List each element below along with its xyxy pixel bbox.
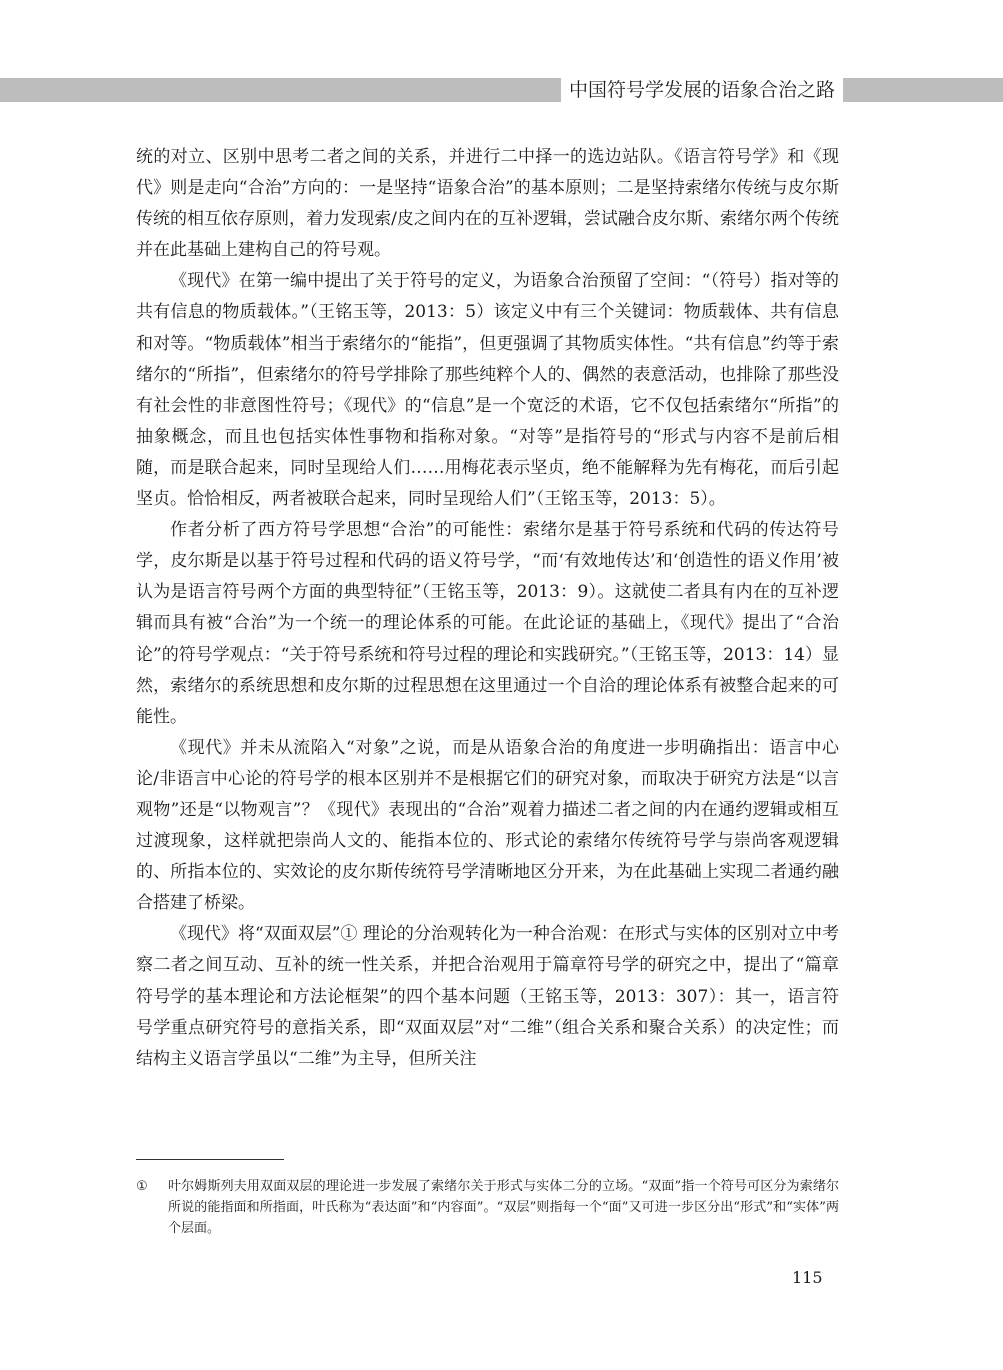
footnote-divider (136, 1159, 284, 1160)
footnote-marker: ① (136, 1179, 148, 1194)
footnote-text: 叶尔姆斯列夫用双面双层的理论进一步发展了索绪尔关于形式与实体二分的立场。“双面”指一个符号可区分为索绪尔所说的能指面和所指面，叶氏称为“表达面”和“内容面”。“双层”则指每一个“面”又可进一步区分出“形式”和“实体”两个层面。 (168, 1179, 839, 1236)
body-text (136, 142, 839, 1075)
paragraph-continued: 统的对立、区别中思考二者之间的关系，并进行二中择一的选边站队。《语言符号学》和《现代》则是走向“合治”方向的：一是坚持“语象合治”的基本原则；二是坚持索绪尔传统与皮尔斯传统的相互依存原则，着力发现索/皮之间内在的互补逻辑，尝试融合皮尔斯、索绪尔两个传统并在此基础上建构自己的符号观。 (136, 147, 839, 261)
running-header-band (0, 78, 1003, 102)
paragraph-method-distinction: 《现代》并未从流陷入“对象”之说，而是从语象合治的角度进一步明确指出：语言中心论/非语言中心论的符号学的根本区别并不是根据它们的研究对象，而取决于研究方法是“以言观物”还是“以物观言”？《现代》表现出的“合治”观着力描述二者之间的内在通约逻辑或相互过渡现象，这样就把崇尚人文的、能指本位的、形式论的索绪尔传统符号学与崇尚客观逻辑的、所指本位的、实效论的皮尔斯传统符号学清晰地区分开来，为在此基础上实现二者通约融合搭建了桥梁。 (136, 737, 839, 914)
running-header-title: 中国符号学发展的语象合治之路 (561, 78, 843, 102)
paragraph-sign-definition: 《现代》在第一编中提出了关于符号的定义，为语象合治预留了空间：“（符号）指对等的共有信息的物质载体。”（王铭玉等，2013：5）该定义中有三个关键词：物质载体、共有信息和对等。“物质载体”相当于索绪尔的“能指”，但更强调了其物质实体性。“共有信息”约等于索绪尔的“所指”，但索绪尔的符号学排除了那些纯粹个人的、偶然的表意活动，也排除了那些没有社会性的非意图性符号；《现代》的“信息”是一个宽泛的术语，它不仅包括索绪尔“所指”的抽象概念，而且也包括实体性事物和指称对象。“对等”是指符号的“形式与内容不是前后相随，而是联合起来，同时呈现给人们……用梅花表示坚贞，绝不能解释为先有梅花，而后引起坚贞。恰恰相反，两者被联合起来，同时呈现给人们”（王铭玉等，2013：5）。 (136, 271, 839, 510)
paragraph-heZhi-possibility: 作者分析了西方符号学思想“合治”的可能性：索绪尔是基于符号系统和代码的传达符号学，皮尔斯是以基于符号过程和代码的语义符号学，“而‘有效地传达’和‘创造性的语义作用’被认为是语言符号两个方面的典型特征”（王铭玉等，2013：9）。这就使二者具有内在的互补逻辑而具有被“合治”为一个统一的理论体系的可能。在此论证的基础上，《现代》提出了“合治论”的符号学观点：“关于符号系统和符号过程的理论和实践研究。”（王铭玉等，2013：14）显然，索绪尔的系统思想和皮尔斯的过程思想在这里通过一个自洽的理论体系有被整合起来的可能性。 (136, 520, 839, 727)
footnote (136, 1176, 839, 1239)
paragraph-double-face-double-layer: 《现代》将“双面双层”① 理论的分治观转化为一种合治观：在形式与实体的区别对立中考察二者之间互动、互补的统一性关系，并把合治观用于篇章符号学的研究之中，提出了“篇章符号学的基本理论和方法论框架”的四个基本问题（王铭玉等，2013：307）：其一，语言符号学重点研究符号的意指关系，即“双面双层”对“二维”（组合关系和聚合关系）的决定性；而结构主义语言学虽以“二维”为主导，但所关注 (136, 924, 839, 1069)
page-number: 115 (792, 1268, 823, 1287)
